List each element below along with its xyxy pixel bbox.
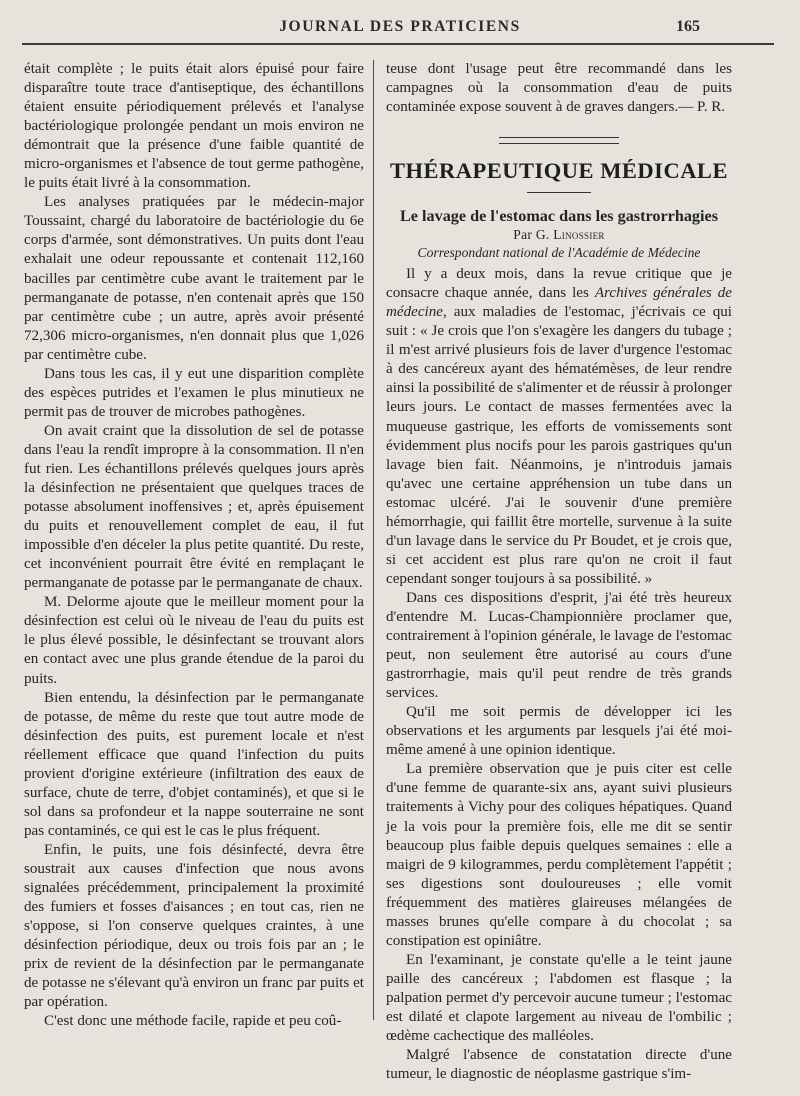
paragraph: Dans tous les cas, il y eut une disparition complète des espèces putrides et l'examen le plus minutieux ne permit pas de trouver de microbes pathogènes. — [24, 365, 364, 420]
right-column — [386, 60, 732, 1084]
author-affiliation: Correspondant national de l'Académie de Médecine — [417, 245, 701, 261]
byline — [386, 226, 732, 244]
section-title: THÉRAPEUTIQUE MÉDICALE — [390, 158, 728, 184]
paragraph: Malgré l'absence de constatation directe d'une tumeur, le diagnostic de néoplasme gastrique s'im- — [386, 1047, 732, 1083]
author-name: Linossier — [553, 227, 605, 243]
paragraph: Bien entendu, la désinfection par le permanganate de potasse, de même du reste que tout autre mode de désinfection des puits, est purement locale et n'est réellement efficace que quand l'infection du puits provient d'origine extérieure (infiltration des eaux de surface, chute de terre, d'objet contaminés), et que si le sol dans sa profondeur et la nappe souterraine ne sont pas contaminés, ce qui est le cas le plus fréquent. — [24, 689, 364, 839]
paragraph: Dans ces dispositions d'esprit, j'ai été très heureux d'entendre M. Lucas-Championnière proclamer que, contrairement à l'opinion générale, le lavage de l'estomac peut, non seulement être autorisé au cours d'une gastrorrhagie, mais qu'il peut rendre de très grands services. — [386, 589, 732, 702]
paragraph: Qu'il me soit permis de développer ici les observations et les arguments par lesquels j'ai été moi-même amené à une opinion identique. — [386, 704, 732, 759]
paragraph: C'est donc une méthode facile, rapide et peu coû- — [44, 1013, 342, 1030]
page-header — [0, 18, 800, 44]
paragraph: Enfin, le puits, une fois désinfecté, devra être soustrait aux causes d'infection que nous avons signalées précédemment, principalement la proximité des fumiers et fosses d'aisances ; en tout cas, rien ne s'oppose, si l'on conserve quelques craintes, à une désinfection périodique, deux ou trois fois par an ; le prix de revient de la désinfection par le permanganate de potasse ne s'élevant qu'à environ un franc par puits et par opération. — [24, 841, 364, 1011]
paragraph — [386, 265, 732, 589]
section-separator — [499, 137, 619, 144]
header-rule — [22, 43, 774, 45]
paragraph: teuse dont l'usage peut être recommandé dans les campagnes où la consommation d'eau de puits contaminée expose souvent à de graves dangers.— P. R. — [386, 61, 732, 116]
paragraph: était complète ; le puits était alors épuisé pour faire disparaître toute trace d'antiseptique, des échantillons étaient ensuite périodiquement prélevés et l'analyse bactériologique prolongée pendant un mois environ ne démontrait que la présence d'une faible quantité de micro-organismes et l'absence de tout germe pathogène, le puits était livré à la consommation. — [24, 61, 364, 192]
paragraph: M. Delorme ajoute que le meilleur moment pour la désinfection est celui où le niveau de l'eau du puits est le plus élevé possible, le désinfectant se trouvant alors en contact avec une plus grande étendue de la paroi du puits. — [24, 594, 364, 687]
byline-prefix: Par G. — [513, 227, 550, 243]
text-run: Il y a deux mois, dans la revue critique que je consacre chaque année, dans les — [386, 266, 732, 302]
paragraph: En l'examinant, je constate qu'elle a le teint jaune paille des cancéreux ; l'abdomen est flasque ; la palpation permet d'y percevoir aucune tumeur ; l'estomac est dilaté et clapote largement au niveau de l'ombilic ; œdème cachectique des malléoles. — [386, 951, 732, 1045]
paragraph: Les analyses pratiquées par le médecin-major Toussaint, chargé du laboratoire de bactériologie du 6e corps d'armée, sont démonstratives. Un puits dont l'eau exhalait une odeur repoussante et contenait 112,160 bacilles par centimètre cube avant le traitement par le permanganate de potasse, n'en contenait après que 150 par centimètre cube ; un autre, après avoir présenté 72,306 micro-organismes, n'en donnait plus que 1,026 par centimètre cube. — [24, 194, 364, 363]
paragraph: On avait craint que la dissolution de sel de potasse dans l'eau la rendît impropre à la consommation. Il n'en fut rien. Les échantillons prélevés quelques jours après la désinfection ne présentaient que quelques traces de potasse absolument inoffensives ; et, après épuisement du puits et renouvellement complet de eau, il fut impossible d'en déceler la plus petite quantité. Du reste, cet inconvénient pourrait être évité en remplaçant le permanganate de potasse par le permanganate de chaux. — [24, 422, 364, 592]
title-rule — [527, 192, 591, 193]
left-column — [24, 60, 364, 1031]
journal-title: Archives générales de médecine — [386, 285, 733, 321]
page-number: 165 — [676, 18, 700, 35]
column-divider — [373, 60, 374, 1020]
text-run: , aux maladies de l'estomac, j'écrivais ce qui suit : « Je crois que l'on s'exagère les dangers du tubage ; il m'est arrivé plusieurs fois de laver d'urgence l'estomac à des cancéreux ayant des hématémèses, de leur rendre ainsi la possibilité de s'alimenter et de réussir à prolonger leurs jours. Le contact de masses fermentées avec la muqueuse gastrique, les efforts de vomissements sont évidemment plus nocifs pour les parois gastriques qu'un lavage bien fait. Néanmoins, je n'introduis jamais qu'avec une certaine appréhension un tube dans un estomac ulcéré. J'ai le souvenir d'une première hémorrhagie, qui faillit être mortelle, survenue à la suite d'un lavage dans le service du Pr Boudet, et je crois que, si cet accident est plus rare qu'on ne croit il faut cependant songer toujours à sa possibilité. » — [386, 304, 733, 587]
paragraph: La première observation que je puis citer est celle d'une femme de quarante-six ans, ayant suivi plusieurs traitements à Vichy pour des coliques hépatiques. Quand je la vois pour la première fois, elle me dit se sentir beaucoup plus faible depuis quelques semaines : elle a maigri de 9 kilogrammes, perdu complètement l'appétit ; ses digestions sont douloureuses ; elle vomit fréquemment des matières glaireuses mélangées de masses brunes qu'elle compare à du chocolat ; sa constipation est opiniâtre. — [386, 761, 732, 949]
running-title: JOURNAL DES PRATICIENS — [279, 18, 521, 35]
article-title: Le lavage de l'estomac dans les gastrorrhagies — [399, 207, 719, 226]
